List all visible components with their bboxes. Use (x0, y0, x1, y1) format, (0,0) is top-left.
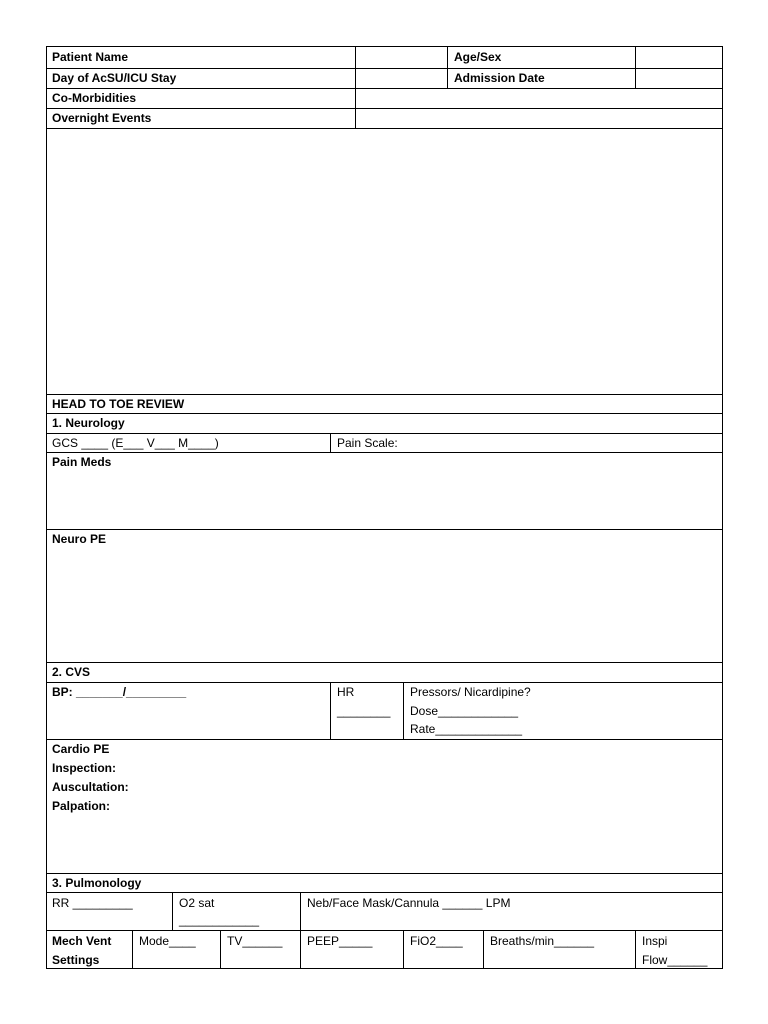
row-divider (47, 930, 722, 931)
column-divider (483, 930, 484, 968)
row-divider (47, 682, 722, 683)
row-divider (47, 68, 722, 69)
row-divider (47, 88, 722, 89)
o2-sat-label: O2 sat (179, 896, 215, 910)
pressors-label: Pressors/ Nicardipine? (410, 685, 531, 699)
cardio-pe-input[interactable] (177, 760, 717, 870)
pain-scale-field[interactable]: Pain Scale: (337, 436, 398, 450)
inspi-flow-field[interactable]: Flow______ (642, 953, 708, 967)
palpation-label: Palpation: (52, 799, 111, 813)
column-divider (172, 892, 173, 930)
row-divider (47, 662, 722, 663)
row-divider (47, 529, 722, 530)
row-divider (47, 892, 722, 893)
column-divider (220, 930, 221, 968)
admission-date-input[interactable] (637, 69, 723, 89)
cvs-heading: 2. CVS (52, 665, 91, 679)
auscultation-label: Auscultation: (52, 780, 129, 794)
row-divider (47, 452, 722, 453)
oxygen-device-field[interactable]: Neb/Face Mask/Cannula ______ LPM (307, 896, 511, 910)
column-divider (635, 930, 636, 968)
icu-review-form (46, 46, 723, 969)
mech-vent-label-line2: Settings (52, 953, 100, 967)
tv-field[interactable]: TV______ (227, 934, 283, 948)
neuro-pe-label: Neuro PE (52, 532, 107, 546)
day-of-stay-input[interactable] (357, 69, 447, 89)
mode-field[interactable]: Mode____ (139, 934, 196, 948)
head-to-toe-review-heading: HEAD TO TOE REVIEW (52, 397, 185, 411)
age-sex-label: Age/Sex (454, 50, 502, 64)
dose-field[interactable]: Dose____________ (410, 704, 519, 718)
row-divider (47, 873, 722, 874)
row-divider (47, 433, 722, 434)
patient-name-input[interactable] (357, 48, 447, 68)
column-divider (447, 47, 448, 88)
inspection-label: Inspection: (52, 761, 117, 775)
hr-field[interactable]: ________ (337, 704, 391, 718)
overnight-events-input[interactable] (48, 129, 722, 393)
age-sex-input[interactable] (637, 48, 723, 68)
column-divider (330, 433, 331, 452)
co-morbidities-input[interactable] (357, 89, 723, 108)
fio2-field[interactable]: FiO2____ (410, 934, 463, 948)
column-divider (355, 47, 356, 128)
neurology-heading: 1. Neurology (52, 416, 125, 430)
column-divider (300, 892, 301, 968)
inspi-flow-label: Inspi (642, 934, 668, 948)
gcs-field[interactable]: GCS ____ (E___ V___ M____) (52, 436, 219, 450)
row-divider (47, 394, 722, 395)
column-divider (635, 47, 636, 88)
row-divider (47, 108, 722, 109)
day-of-stay-label: Day of AcSU/ICU Stay (52, 71, 177, 85)
rate-field[interactable]: Rate_____________ (410, 722, 523, 736)
row-divider (47, 739, 722, 740)
pulmonology-heading: 3. Pulmonology (52, 876, 142, 890)
column-divider (403, 930, 404, 968)
mech-vent-label-line1: Mech Vent (52, 934, 112, 948)
overnight-events-label: Overnight Events (52, 111, 152, 125)
pain-meds-label: Pain Meds (52, 455, 112, 469)
rr-field[interactable]: RR _________ (52, 896, 133, 910)
column-divider (403, 682, 404, 739)
bp-field[interactable]: BP: _______/_________ (52, 685, 187, 699)
column-divider (330, 682, 331, 739)
hr-label: HR (337, 685, 355, 699)
admission-date-label: Admission Date (454, 71, 545, 85)
column-divider (132, 930, 133, 968)
row-divider (47, 413, 722, 414)
breaths-per-min-field[interactable]: Breaths/min______ (490, 934, 595, 948)
patient-name-label: Patient Name (52, 50, 129, 64)
cardio-pe-label: Cardio PE (52, 742, 110, 756)
neuro-pe-input[interactable] (48, 550, 722, 660)
peep-field[interactable]: PEEP_____ (307, 934, 373, 948)
o2-sat-field[interactable]: ____________ (179, 913, 260, 927)
co-morbidities-label: Co-Morbidities (52, 91, 136, 105)
pain-meds-input[interactable] (48, 473, 722, 528)
row-divider (47, 128, 722, 129)
